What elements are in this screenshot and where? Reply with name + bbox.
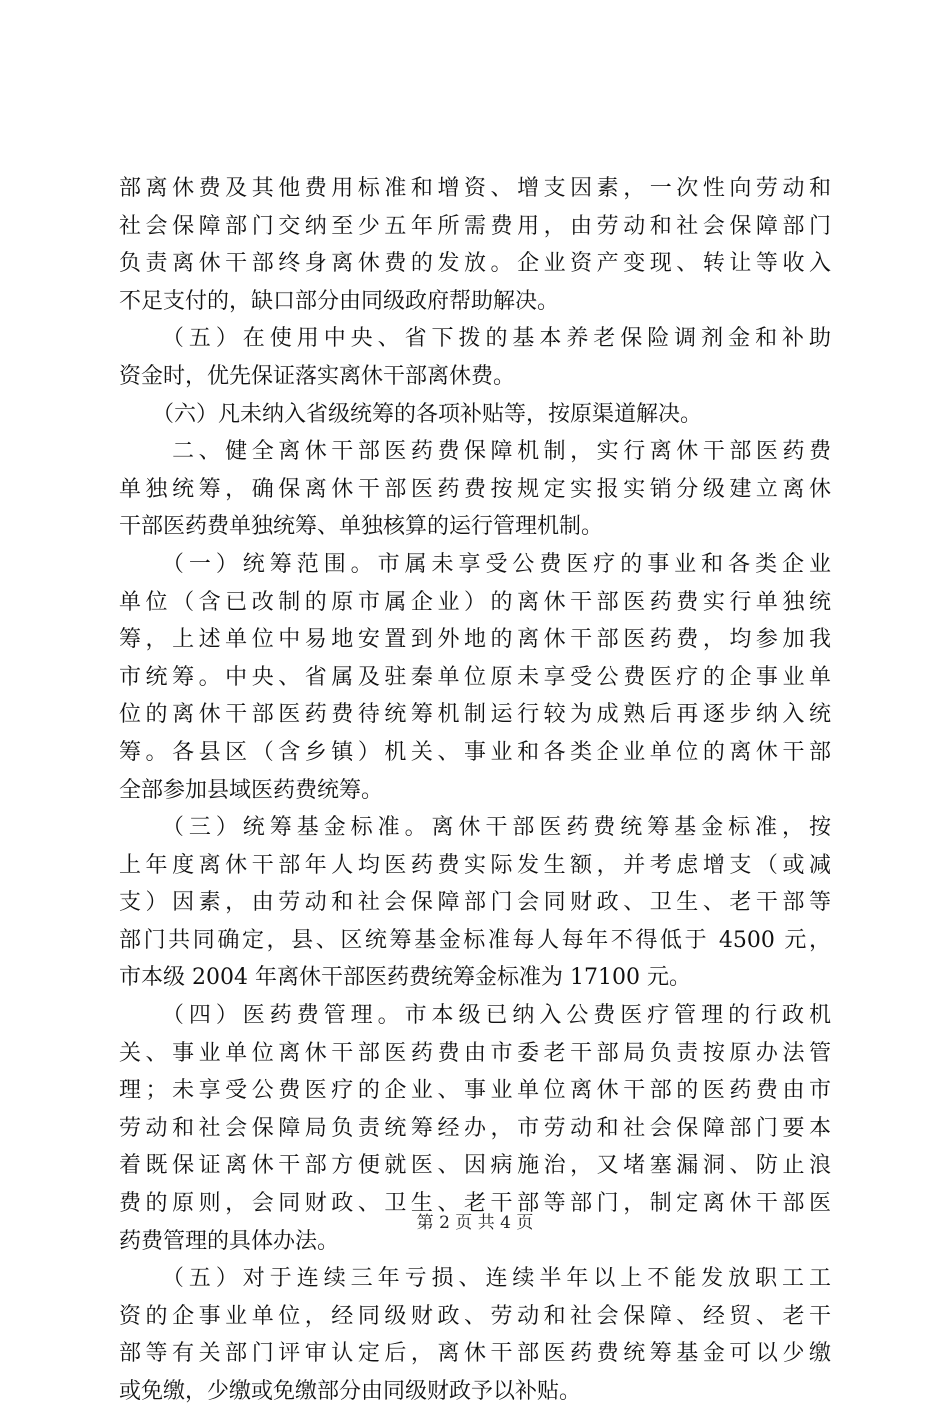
text-line: 关、事业单位离休干部医药费由市委老干部局负责按原办法管 [119,1040,831,1066]
text-line: 筹。各县区（含乡镇）机关、事业和各类企业单位的离休干部 [119,739,831,765]
text-line: 部离休费及其他费用标准和增资、增支因素，一次性向劳动和 [119,176,831,201]
text-line: 位的离休干部医药费待统筹机制运行较为成熟后再逐步纳入统 [119,702,831,728]
text-line: （四）医药费管理。市本级已纳入公费医疗管理的行政机 [119,1003,831,1029]
text-line: 负责离休干部终身离休费的发放。企业资产变现、转让等收入 [119,251,831,277]
text-line: （五）对于连续三年亏损、连续半年以上不能发放职工工 [119,1266,831,1292]
text-line: 市统筹。中央、省属及驻秦单位原未享受公费医疗的企事业单 [119,664,831,690]
text-line: 单独统筹，确保离休干部医药费按规定实报实销分级建立离休 [119,476,831,502]
text-line: 费的原则，会同财政、卫生、老干部等部门，制定离休干部医 [119,1191,831,1217]
text-line: 筹，上述单位中易地安置到外地的离休干部医药费，均参加我 [119,627,831,653]
page-footer: 第 2 页 共 4 页 [416,1213,534,1233]
text-line: （三）统筹基金标准。离休干部医药费统筹基金标准，按 [119,815,831,841]
text-line: 上年度离休干部年人均医药费实际发生额，并考虑增支（或减 [119,852,831,878]
text-line: （一）统筹范围。市属未享受公费医疗的事业和各类企业 [119,551,831,577]
text-line: 市本级 2004 年离休干部医药费统筹金标准为 17100 元。 [119,965,691,991]
text-line: 不足支付的，缺口部分由同级政府帮助解决。 [119,288,560,314]
text-line: 支）因素，由劳动和社会保障部门会同财政、卫生、老干部等 [119,890,831,916]
text-line: 部门共同确定，县、区统筹基金标准每人每年不得低于 4500 元， [119,927,831,953]
text-line: （五）在使用中央、省下拨的基本养老保险调剂金和补助 [119,326,831,352]
text-line: 理；未享受公费医疗的企业、事业单位离休干部的医药费由市 [119,1078,831,1104]
text-line: 劳动和社会保障局负责统筹经办，市劳动和社会保障部门要本 [119,1115,831,1141]
text-line: 药费管理的具体办法。 [119,1228,340,1254]
text-line: 全部参加县域医药费统筹。 [119,777,384,803]
text-line: 二、健全离休干部医药费保障机制，实行离休干部医药费 [119,439,831,465]
text-line: （六）凡未纳入省级统筹的各项补贴等，按原渠道解决。 [119,401,703,427]
text-line: 社会保障部门交纳至少五年所需费用，由劳动和社会保障部门 [119,213,831,239]
text-line: 或免缴，少缴或免缴部分由同级财政予以补贴。 [119,1379,582,1404]
text-line: 资金时，优先保证落实离休干部离休费。 [119,363,516,389]
text-line: 资的企事业单位，经同级财政、劳动和社会保障、经贸、老干 [119,1303,831,1329]
text-line: 单位（含已改制的原市属企业）的离休干部医药费实行单独统 [119,589,831,615]
text-line: 干部医药费单独统筹、单独核算的运行管理机制。 [119,514,604,540]
text-line: 着既保证离休干部方便就医、因病施治，又堵塞漏洞、防止浪 [119,1153,831,1179]
text-line: 部等有关部门评审认定后，离休干部医药费统筹基金可以少缴 [119,1341,831,1367]
